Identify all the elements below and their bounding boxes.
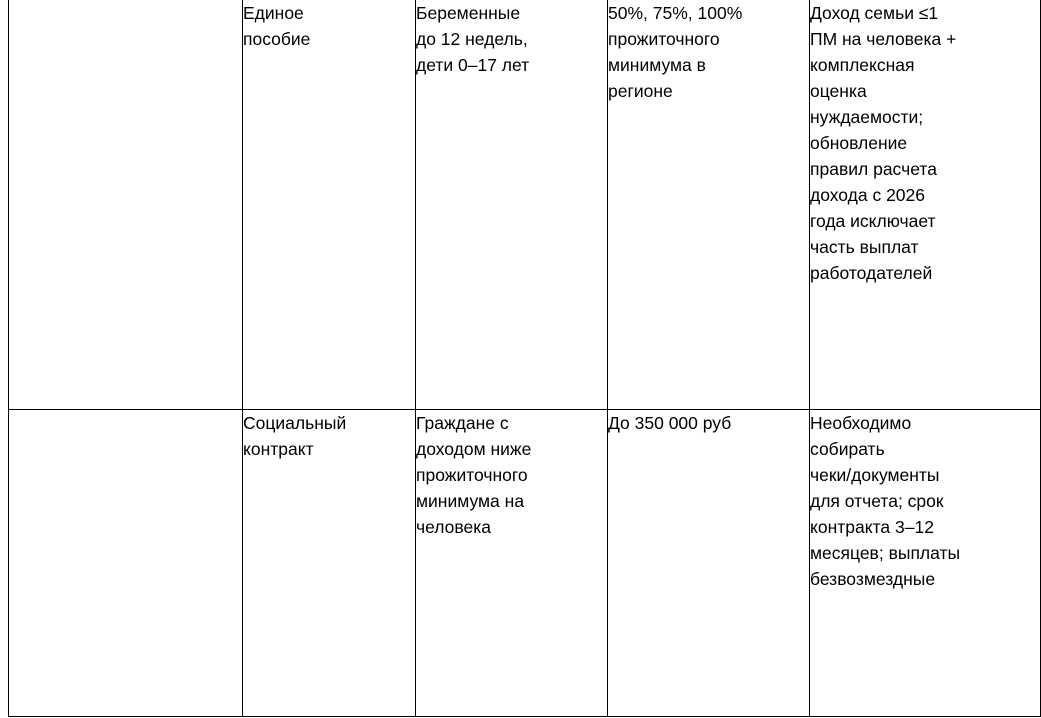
recipients-text: Беременные до 12 недель, дети 0–17 лет: [416, 3, 530, 75]
table-cell-recipients: [416, 409, 608, 716]
recipients-text: Граждане с доходом ниже прожиточного минимума на человека: [416, 412, 532, 537]
table-cell-program: [243, 0, 416, 409]
amount-text: 50%, 75%, 100% прожиточного минимума в регионе: [608, 3, 743, 101]
table-cell-conditions: [810, 409, 1041, 716]
table-cell-conditions: [810, 0, 1041, 409]
conditions-text: Доход семьи ≤1 ПМ на человека + комплексная оценка нуждаемости; обновление правил расчета дохода с 2026 года исключает часть выплат работодателей: [810, 3, 957, 283]
table-cell-empty: [9, 0, 243, 409]
table-cell-empty: [9, 409, 243, 716]
table-row: [9, 409, 1041, 716]
amount-text: До 350 000 руб: [608, 412, 732, 433]
table-cell-program: [243, 409, 416, 716]
table-row: [9, 0, 1041, 409]
table-cell-amount: [608, 0, 810, 409]
benefits-table: [8, 0, 1041, 717]
table-cell-amount: [608, 409, 810, 716]
conditions-text: Необходимо собирать чеки/документы для отчета; срок контракта 3–12 месяцев; выплаты безвозмездные: [810, 412, 961, 589]
table-cell-recipients: [416, 0, 608, 409]
program-name: Социальный контракт: [243, 412, 347, 459]
program-name: Единое пособие: [243, 3, 311, 49]
